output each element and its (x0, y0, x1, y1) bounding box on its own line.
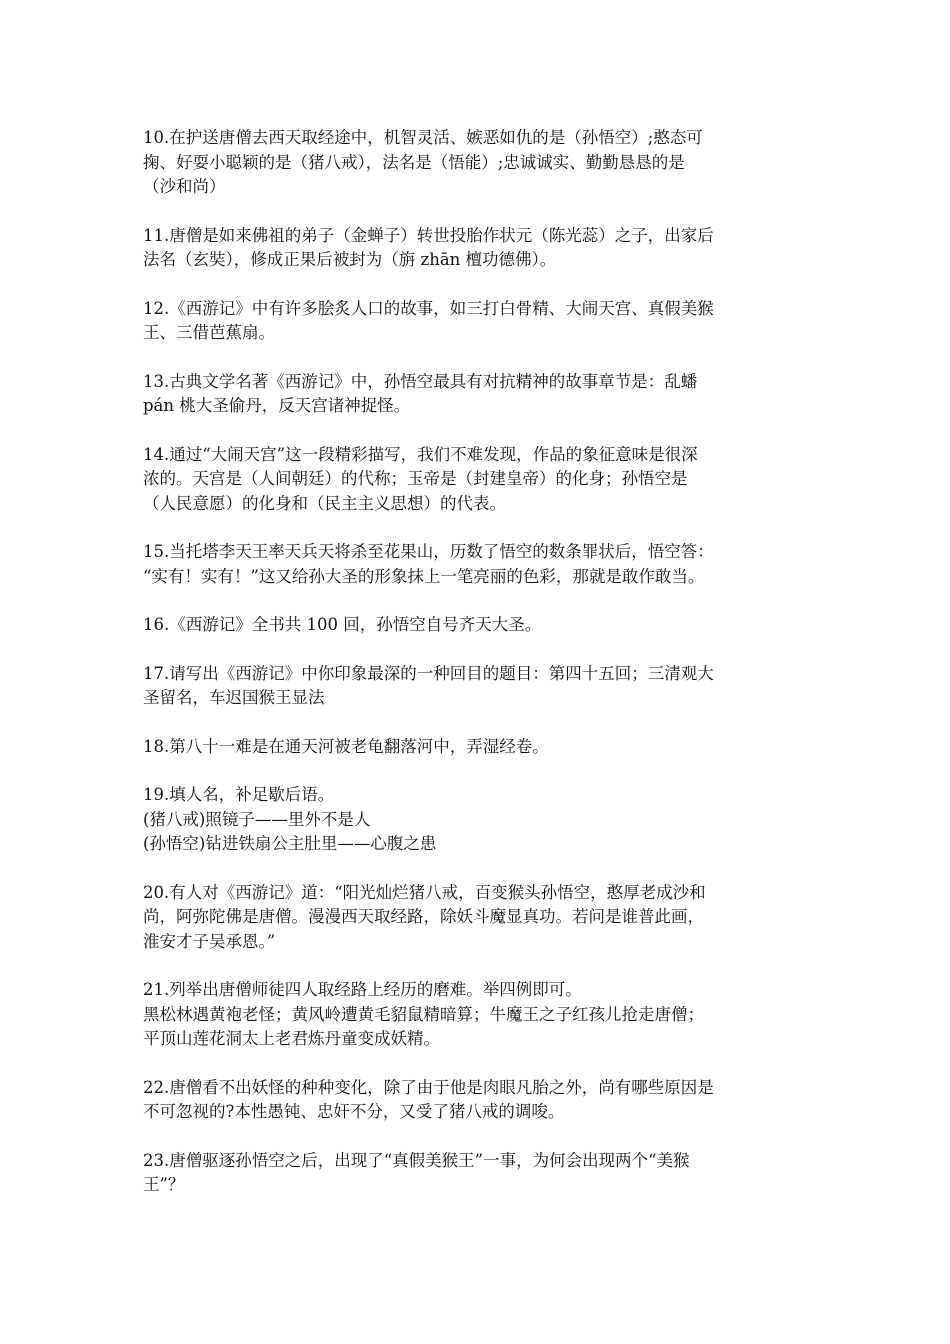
text-line: (猪八戒)照镜子——里外不是人 (143, 809, 371, 829)
text-line: 不可忽视的?本性愚钝、忠奸不分，又受了猪八戒的调唆。 (143, 1102, 565, 1121)
text-line: 王、三借芭蕉扇。 (143, 323, 275, 342)
text-line: 圣留名，车迟国猴王显法 (143, 688, 325, 707)
text-line: 黑松林遇黄袍老怪；黄风岭遭黄毛貂鼠精暗算；牛魔王之子红孩儿抢走唐僧； (143, 1004, 704, 1024)
qa-item-14 (143, 443, 823, 517)
text-line: （人民意愿）的化身和（民主主义思想）的代表。 (143, 493, 506, 513)
qa-item-20 (143, 881, 823, 955)
qa-item-11 (143, 224, 823, 273)
text-line: 15.当托塔李天王率天兵天将杀至花果山，历数了悟空的数条罪状后，悟空答： (143, 542, 714, 561)
text-line: 11.唐僧是如来佛祖的弟子（金蝉子）转世投胎作状元（陈光蕊）之子，出家后 (143, 225, 714, 245)
text-line: 20.有人对《西游记》道：“阳光灿烂猪八戒，百变猴头孙悟空，憨厚老成沙和 (143, 882, 706, 902)
qa-item-13 (143, 370, 823, 419)
text-line: (孙悟空)钻进铁扇公主肚里——心腹之患 (143, 834, 437, 853)
text-line: 14.通过“大闹天宫”这一段精彩描写，我们不难发现，作品的象征意味是很深 (143, 444, 698, 464)
qa-item-21 (143, 978, 823, 1052)
qa-item-10 (143, 126, 823, 200)
text-line: 22.唐僧看不出妖怪的种种变化，除了由于他是肉眼凡胎之外，尚有哪些原因是 (143, 1077, 714, 1097)
text-line: 16.《西游记》全书共 100 回，孙悟空自号齐天大圣。 (143, 615, 542, 634)
qa-list (143, 126, 823, 1222)
qa-item-17 (143, 662, 823, 711)
text-line: 浓的。天宫是（人间朝廷）的代称；玉帝是（封建皇帝）的化身；孙悟空是 (143, 469, 688, 488)
text-line: “实有！实有！”这又给孙大圣的形象抹上一笔亮丽的色彩，那就是敢作敢当。 (143, 566, 705, 586)
text-line: 王”？ (143, 1175, 185, 1194)
text-line: 17.请写出《西游记》中你印象最深的一种回目的题目：第四十五回；三清观大 (143, 663, 714, 683)
qa-item-19 (143, 783, 823, 857)
text-line: 23.唐僧驱逐孙悟空之后，出现了“真假美猴王”一事，为何会出现两个“美猴 (143, 1150, 690, 1170)
qa-item-16 (143, 613, 823, 638)
text-line: 12.《西游记》中有许多脍炙人口的故事，如三打白骨精、大闹天宫、真假美猴 (143, 298, 714, 318)
text-line: 18.第八十一难是在通天河被老龟翻落河中，弄湿经卷。 (143, 736, 549, 756)
text-line: 掬、好耍小聪颖的是（猪八戒），法名是（悟能）;忠诚诚实、勤勤恳恳的是 (143, 152, 685, 172)
text-line: 19.填人名，补足歇后语。 (143, 785, 335, 804)
qa-item-15 (143, 540, 823, 589)
text-line: 淮安才子吴承恩。” (143, 931, 276, 951)
text-line: 尚，阿弥陀佛是唐僧。漫漫西天取经路，除妖斗魔显真功。若问是谁普此画， (143, 907, 704, 926)
qa-item-23 (143, 1149, 823, 1198)
text-line: 13.古典文学名著《西游记》中，孙悟空最具有对抗精神的故事章节是：乱蟠 (143, 371, 698, 391)
text-line: （沙和尚） (143, 177, 226, 196)
text-line: 平顶山莲花洞太上老君炼丹童变成妖精。 (143, 1029, 440, 1048)
qa-item-22 (143, 1076, 823, 1125)
text-line: pán 桃大圣偷丹，反天宫诸神捉怪。 (143, 396, 411, 415)
text-line: 10.在护送唐僧去西天取经途中，机智灵活、嫉恶如仇的是（孙悟空）;憨态可 (143, 128, 703, 147)
qa-item-18 (143, 735, 823, 760)
qa-item-12 (143, 297, 823, 346)
text-line: 法名（玄奘），修成正果后被封为（旃 zhān 檀功德佛）。 (143, 250, 557, 269)
text-line: 21.列举出唐僧师徒四人取经路上经历的磨难。举四例即可。 (143, 980, 582, 999)
